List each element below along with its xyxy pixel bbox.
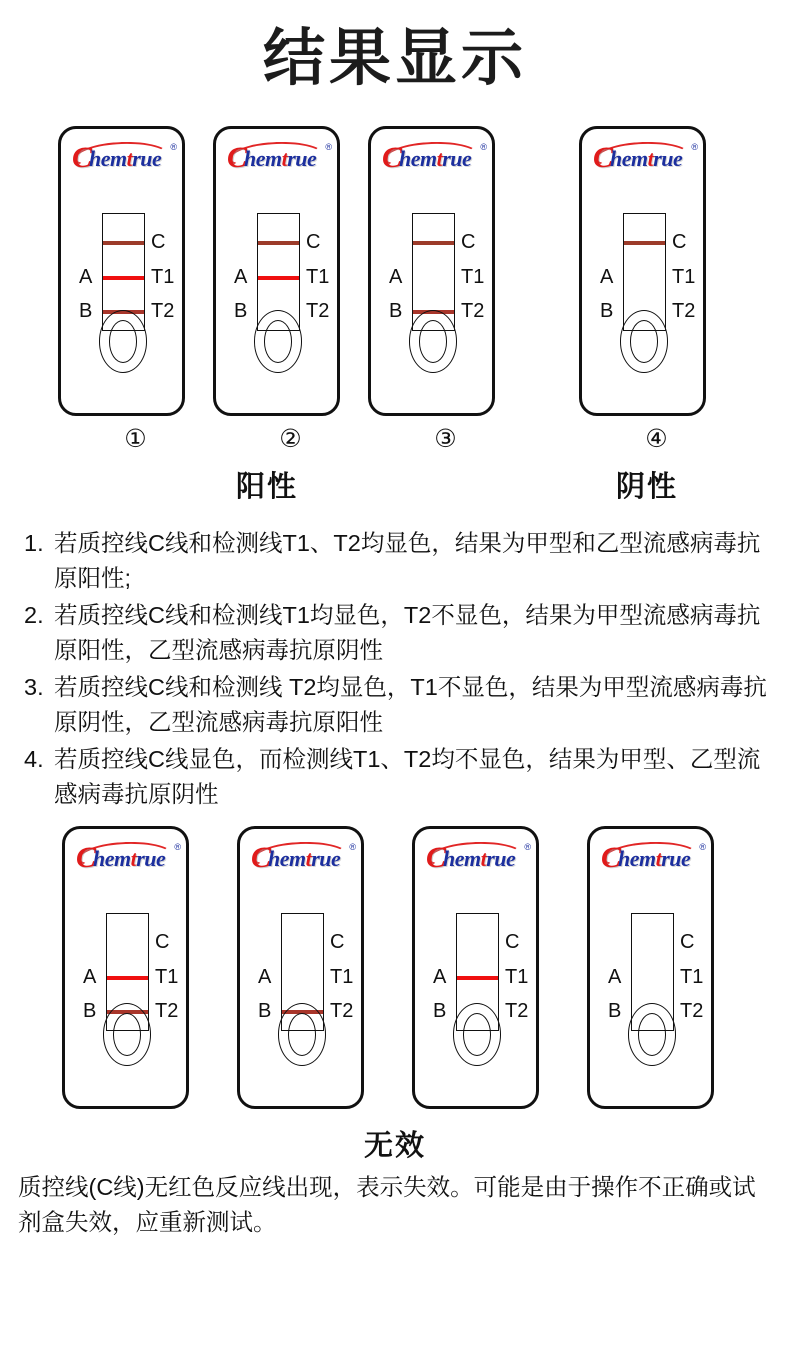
registered-mark-icon: ®	[480, 142, 487, 153]
label-t2: T2	[155, 1000, 179, 1023]
invalid-description: 质控线(C线)无红色反应线出现，表示失效。可能是由于操作不正确或试剂盒失效，应重新测试。	[18, 1174, 756, 1236]
logo-t: t	[281, 146, 288, 172]
side-label-a: A	[433, 966, 447, 989]
sample-well-inner	[630, 320, 658, 363]
logo-m: m	[289, 846, 306, 872]
label-c: C	[155, 931, 170, 954]
label-t2: T2	[151, 300, 175, 323]
interpretation-notes-list	[0, 526, 790, 812]
sample-well-inner	[264, 320, 292, 363]
label-t1: T1	[461, 266, 485, 289]
logo-t: t	[480, 846, 487, 872]
logo-he: he	[618, 846, 639, 872]
sample-well-8	[628, 1003, 676, 1066]
cassette-number-4: ④	[645, 424, 668, 454]
logo-he: he	[443, 846, 464, 872]
logo-wordmark	[244, 148, 316, 170]
side-label-b: B	[234, 300, 248, 323]
label-c: C	[330, 931, 345, 954]
side-label-a: A	[83, 966, 97, 989]
sample-well-inner	[419, 320, 447, 363]
cassette-number-row	[0, 424, 790, 458]
control-band	[624, 241, 665, 245]
note-index: 2.	[24, 602, 44, 629]
test1-band	[107, 976, 148, 980]
label-t2: T2	[461, 300, 485, 323]
chemtrue-logo-icon	[382, 142, 486, 175]
sample-well-5	[103, 1003, 151, 1066]
logo-m: m	[110, 146, 127, 172]
logo-rue: rue	[132, 146, 162, 172]
label-t1: T1	[680, 966, 704, 989]
label-c: C	[672, 231, 687, 254]
chemtrue-logo-icon	[72, 142, 176, 175]
note-index: 3.	[24, 674, 44, 701]
test-cassette-1[interactable]	[58, 126, 185, 416]
logo-he: he	[93, 846, 114, 872]
cassette-number-3: ③	[434, 424, 457, 454]
logo-swoosh-icon	[603, 841, 700, 870]
logo-he: he	[268, 846, 289, 872]
cassette-number-2: ②	[279, 424, 302, 454]
sample-well-7	[453, 1003, 501, 1066]
logo-t: t	[305, 846, 312, 872]
control-band	[413, 241, 454, 245]
test-cassette-8[interactable]	[587, 826, 714, 1109]
cassette-slot-3	[368, 126, 523, 416]
sample-well-4	[620, 310, 668, 373]
logo-he: he	[610, 146, 631, 172]
test-cassette-4[interactable]	[579, 126, 706, 416]
label-c: C	[680, 931, 695, 954]
cassette-slot-4	[579, 126, 734, 416]
sample-well-2	[254, 310, 302, 373]
logo-m: m	[631, 146, 648, 172]
side-label-b: B	[258, 1000, 272, 1023]
registered-mark-icon: ®	[174, 842, 181, 853]
top-cassette-row	[0, 126, 790, 416]
side-label-a: A	[234, 266, 248, 289]
note-item	[24, 598, 768, 668]
logo-he: he	[89, 146, 110, 172]
label-t1: T1	[306, 266, 330, 289]
cassette-slot-2	[213, 126, 368, 416]
registered-mark-icon: ®	[699, 842, 706, 853]
logo-m: m	[420, 146, 437, 172]
label-t1: T1	[330, 966, 354, 989]
cassette-slot-8	[587, 826, 762, 1109]
logo-m: m	[639, 846, 656, 872]
logo-he: he	[244, 146, 265, 172]
logo-t: t	[126, 146, 133, 172]
test1-band	[103, 276, 144, 280]
registered-mark-icon: ®	[691, 142, 698, 153]
sample-well-inner	[288, 1013, 316, 1056]
page-title: 结果显示	[262, 24, 527, 93]
sample-well-inner	[113, 1013, 141, 1056]
test-cassette-3[interactable]	[368, 126, 495, 416]
side-label-a: A	[79, 266, 93, 289]
logo-rue: rue	[287, 146, 317, 172]
label-t1: T1	[151, 266, 175, 289]
control-band	[258, 241, 299, 245]
logo-letter-c: C	[76, 841, 97, 875]
logo-rue: rue	[442, 146, 472, 172]
side-label-a: A	[389, 266, 403, 289]
chemtrue-logo-icon	[593, 142, 697, 175]
sample-well-inner	[463, 1013, 491, 1056]
logo-rue: rue	[661, 846, 691, 872]
control-band	[103, 241, 144, 245]
label-c: C	[505, 931, 520, 954]
chemtrue-logo-icon	[227, 142, 331, 175]
registered-mark-icon: ®	[325, 142, 332, 153]
logo-letter-c: C	[72, 141, 93, 175]
label-c: C	[151, 231, 166, 254]
registered-mark-icon: ®	[349, 842, 356, 853]
cassette-slot-7	[412, 826, 587, 1109]
label-t2: T2	[330, 1000, 354, 1023]
side-label-b: B	[79, 300, 93, 323]
logo-swoosh-icon	[428, 841, 525, 870]
test-cassette-6[interactable]	[237, 826, 364, 1109]
test-cassette-5[interactable]	[62, 826, 189, 1109]
note-index: 4.	[24, 746, 44, 773]
logo-t: t	[436, 146, 443, 172]
verdict-negative: 阴性	[616, 471, 679, 504]
logo-he: he	[399, 146, 420, 172]
sample-well-3	[409, 310, 457, 373]
side-label-a: A	[600, 266, 614, 289]
registered-mark-icon: ®	[170, 142, 177, 153]
logo-rue: rue	[136, 846, 166, 872]
chemtrue-logo-icon	[251, 842, 355, 875]
side-label-b: B	[600, 300, 614, 323]
sample-well-6	[278, 1003, 326, 1066]
chemtrue-logo-icon	[426, 842, 530, 875]
logo-t: t	[130, 846, 137, 872]
label-t1: T1	[155, 966, 179, 989]
registered-mark-icon: ®	[524, 842, 531, 853]
logo-letter-c: C	[593, 141, 614, 175]
label-c: C	[461, 231, 476, 254]
test-cassette-7[interactable]	[412, 826, 539, 1109]
cassette-slot-1	[58, 126, 213, 416]
bottom-cassette-row	[0, 826, 790, 1109]
test-cassette-2[interactable]	[213, 126, 340, 416]
invalid-heading: 无效	[363, 1130, 426, 1163]
verdict-positive: 阳性	[236, 471, 299, 504]
side-label-b: B	[608, 1000, 622, 1023]
logo-letter-c: C	[382, 141, 403, 175]
logo-swoosh-icon	[78, 841, 175, 870]
cassette-slot-6	[237, 826, 412, 1109]
logo-m: m	[464, 846, 481, 872]
logo-wordmark	[89, 148, 161, 170]
side-label-a: A	[258, 966, 272, 989]
logo-t: t	[647, 146, 654, 172]
label-t2: T2	[672, 300, 696, 323]
label-t2: T2	[680, 1000, 704, 1023]
logo-letter-c: C	[426, 841, 447, 875]
side-label-a: A	[608, 966, 622, 989]
cassette-slot-5	[62, 826, 237, 1109]
test1-band	[258, 276, 299, 280]
test1-band	[457, 976, 498, 980]
logo-letter-c: C	[251, 841, 272, 875]
logo-wordmark	[268, 848, 340, 870]
label-t1: T1	[505, 966, 529, 989]
sample-well-inner	[638, 1013, 666, 1056]
logo-swoosh-icon	[595, 141, 692, 170]
chemtrue-logo-icon	[76, 842, 180, 875]
label-t2: T2	[505, 1000, 529, 1023]
logo-swoosh-icon	[229, 141, 326, 170]
label-t2: T2	[306, 300, 330, 323]
logo-swoosh-icon	[384, 141, 481, 170]
note-item	[24, 526, 768, 596]
side-label-b: B	[83, 1000, 97, 1023]
note-index: 1.	[24, 530, 44, 557]
verdict-row	[0, 464, 790, 514]
note-text: 若质控线C线和检测线T1均显色，T2不显色，结果为甲型流感病毒抗原阳性，乙型流感病毒抗原阴性	[54, 602, 761, 664]
logo-wordmark	[618, 848, 690, 870]
logo-wordmark	[399, 148, 471, 170]
note-item	[24, 742, 768, 812]
logo-wordmark	[443, 848, 515, 870]
cassette-number-1: ①	[124, 424, 147, 454]
note-text: 若质控线C线和检测线 T2均显色，T1不显色，结果为甲型流感病毒抗原阴性，乙型流感病毒抗原阳性	[54, 674, 767, 736]
logo-rue: rue	[486, 846, 516, 872]
sample-well-inner	[109, 320, 137, 363]
note-text: 若质控线C线和检测线T1、T2均显色，结果为甲型和乙型流感病毒抗原阳性;	[54, 530, 761, 592]
logo-letter-c: C	[227, 141, 248, 175]
logo-rue: rue	[653, 146, 683, 172]
side-label-b: B	[389, 300, 403, 323]
logo-letter-c: C	[601, 841, 622, 875]
logo-rue: rue	[311, 846, 341, 872]
logo-swoosh-icon	[74, 141, 171, 170]
label-t1: T1	[672, 266, 696, 289]
sample-well-1	[99, 310, 147, 373]
logo-wordmark	[93, 848, 165, 870]
label-c: C	[306, 231, 321, 254]
logo-m: m	[265, 146, 282, 172]
note-item	[24, 670, 768, 740]
logo-t: t	[655, 846, 662, 872]
logo-wordmark	[610, 148, 682, 170]
side-label-b: B	[433, 1000, 447, 1023]
logo-swoosh-icon	[253, 841, 350, 870]
note-text: 若质控线C线显色，而检测线T1、T2均不显色，结果为甲型、乙型流感病毒抗原阴性	[54, 746, 761, 808]
chemtrue-logo-icon	[601, 842, 705, 875]
logo-m: m	[114, 846, 131, 872]
